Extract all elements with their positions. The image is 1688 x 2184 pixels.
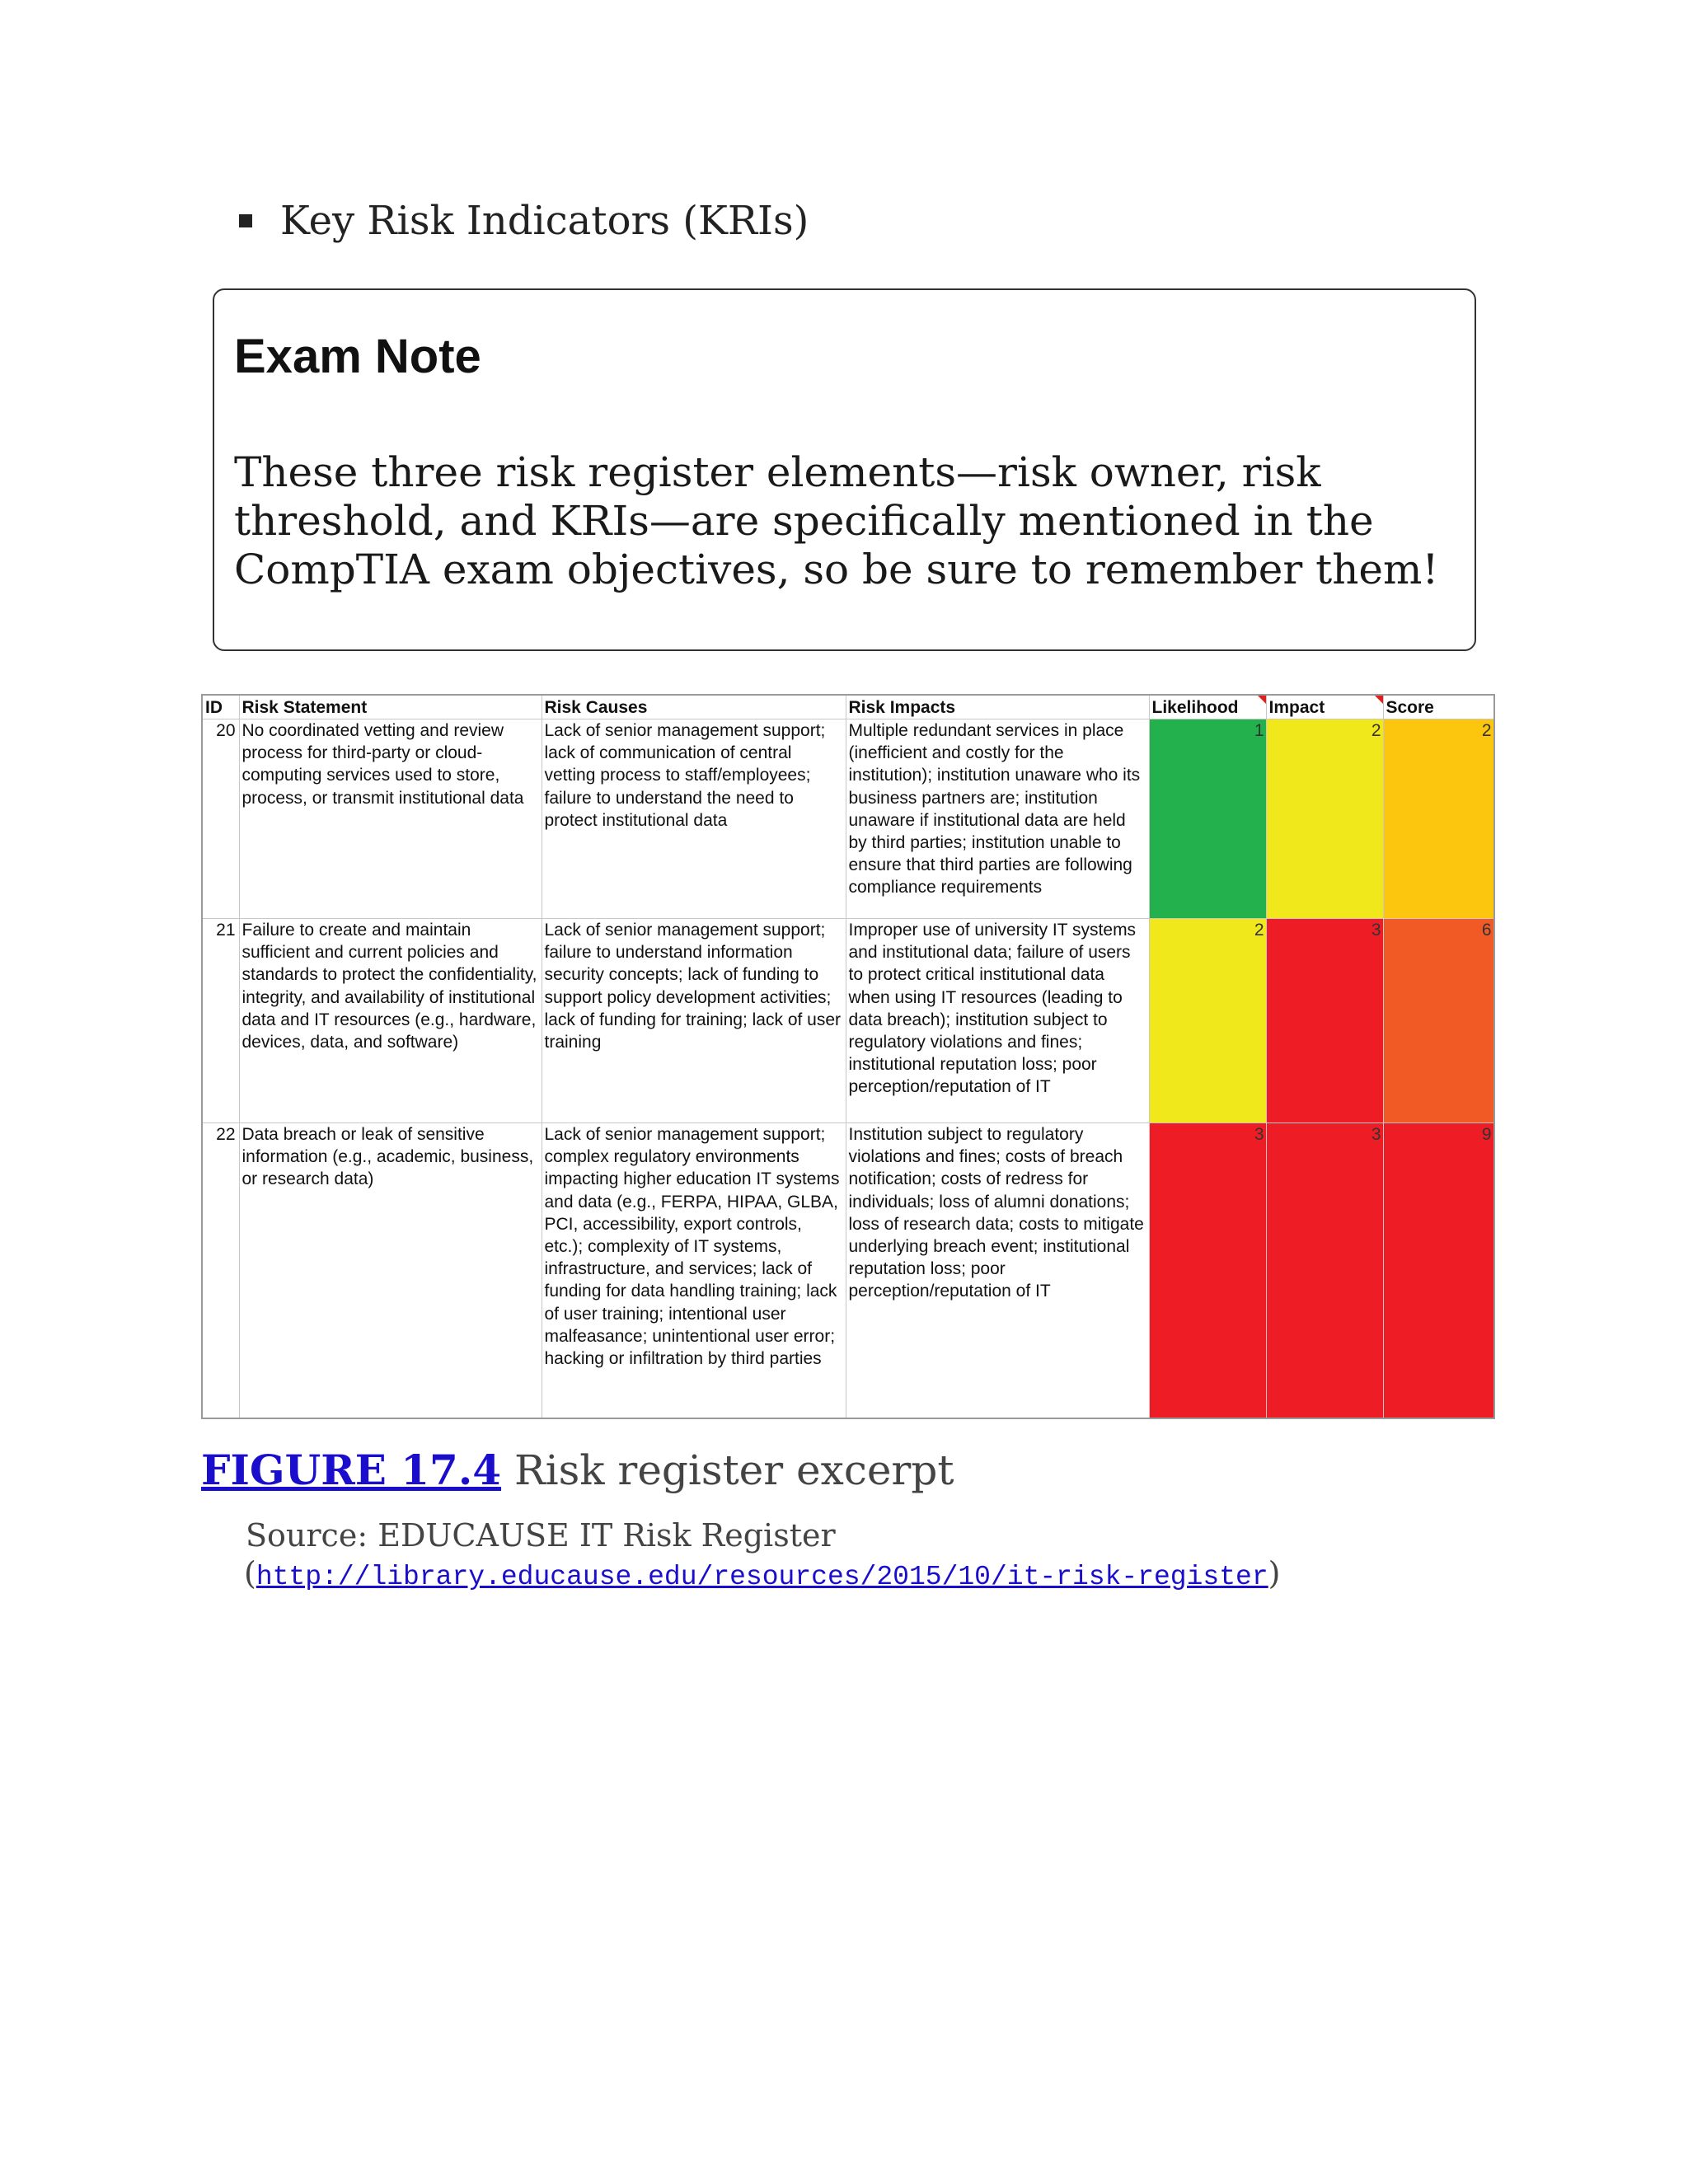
- figure-caption: [201, 1445, 954, 1496]
- risk-causes-cell: Lack of senior management support; failure to understand information security concepts; lack of funding to support policy development activities; lack of funding for training; lack of user training: [542, 919, 846, 1123]
- row-id: 22: [203, 1123, 239, 1420]
- header-score: Score: [1383, 696, 1493, 719]
- header-likelihood: [1149, 696, 1266, 719]
- table-header-row: [203, 696, 1493, 719]
- comment-marker-icon: [1375, 696, 1383, 704]
- figure-link[interactable]: FIGURE 17.4: [201, 1446, 502, 1494]
- row-id: 21: [203, 919, 239, 1123]
- score-cell: 6: [1383, 919, 1493, 1123]
- table-row: [203, 919, 1493, 1123]
- source-url-link[interactable]: http://library.educause.edu/resources/2015/10/it-risk-register: [256, 1562, 1268, 1592]
- source-url-line: [244, 1554, 1280, 1596]
- header-risk-statement: Risk Statement: [239, 696, 542, 719]
- likelihood-cell: 2: [1149, 919, 1266, 1123]
- figure-caption-text: Risk register excerpt: [501, 1446, 954, 1494]
- exam-note-body: These three risk register elements—risk owner, risk threshold, and KRIs—are specifically mentioned in the CompTIA exam objectives, so be sure to remember them!: [234, 448, 1439, 593]
- risk-causes-cell: Lack of senior management support; lack of communication of central vetting process to staff/employees; failure to understand the need to protect institutional data: [542, 719, 846, 919]
- header-id: ID: [203, 696, 239, 719]
- impact-cell: 3: [1266, 919, 1383, 1123]
- exam-note-box: [213, 288, 1476, 651]
- bullet-square-icon: [239, 214, 252, 227]
- risk-impacts-cell: Multiple redundant services in place (inefficient and costly for the institution); institution unaware who its business partners are; institution unaware if institutional data are held by third parties; institution unable to ensure that third parties are following compliance requirements: [846, 719, 1149, 919]
- likelihood-cell: 3: [1149, 1123, 1266, 1420]
- header-risk-causes: Risk Causes: [542, 696, 846, 719]
- risk-register-figure: [201, 694, 1495, 1419]
- risk-impacts-cell: Improper use of university IT systems and institutional data; failure of users to protect critical institutional data when using IT resources (leading to data breach); institution subject to regulatory violations and fines; institutional reputation loss; poor perception/reputation of IT: [846, 919, 1149, 1123]
- bullet-item: [239, 196, 809, 246]
- risk-statement-cell: Data breach or leak of sensitive information (e.g., academic, business, or research data): [239, 1123, 542, 1420]
- open-paren: (: [244, 1555, 256, 1591]
- likelihood-cell: 1: [1149, 719, 1266, 919]
- table-row: [203, 1123, 1493, 1420]
- close-paren: ): [1268, 1555, 1281, 1591]
- score-cell: 9: [1383, 1123, 1493, 1420]
- header-likelihood-label: Likelihood: [1151, 697, 1239, 717]
- header-impact-label: Impact: [1268, 697, 1325, 717]
- header-impact: [1266, 696, 1383, 719]
- bullet-text: Key Risk Indicators (KRIs): [280, 198, 809, 244]
- table-row: [203, 719, 1493, 919]
- impact-cell: 2: [1266, 719, 1383, 919]
- figure-source: Source: EDUCAUSE IT Risk Register: [246, 1517, 836, 1554]
- row-id: 20: [203, 719, 239, 919]
- risk-register-table: [203, 696, 1494, 1419]
- risk-statement-cell: No coordinated vetting and review process for third-party or cloud-computing services used to store, process, or transmit institutional data: [239, 719, 542, 919]
- exam-note-title: Exam Note: [234, 330, 481, 383]
- score-cell: 2: [1383, 719, 1493, 919]
- header-risk-impacts: Risk Impacts: [846, 696, 1149, 719]
- impact-cell: 3: [1266, 1123, 1383, 1420]
- risk-impacts-cell: Institution subject to regulatory violations and fines; costs of breach notification; costs of redress for individuals; loss of alumni donations; loss of research data; costs to mitigate underlying breach event; institutional reputation loss; poor perception/reputation of IT: [846, 1123, 1149, 1420]
- comment-marker-icon: [1258, 696, 1266, 704]
- risk-statement-cell: Failure to create and maintain sufficient and current policies and standards to protect the confidentiality, integrity, and availability of institutional data and IT resources (e.g., hardware, devices, data, and software): [239, 919, 542, 1123]
- risk-causes-cell: Lack of senior management support; complex regulatory environments impacting higher education IT systems and data (e.g., FERPA, HIPAA, GLBA, PCI, accessibility, export controls, etc.); complexity of IT systems, infrastructure, and services; lack of funding for data handling training; lack of user training; intentional user malfeasance; unintentional user error; hacking or infiltration by third parties: [542, 1123, 846, 1420]
